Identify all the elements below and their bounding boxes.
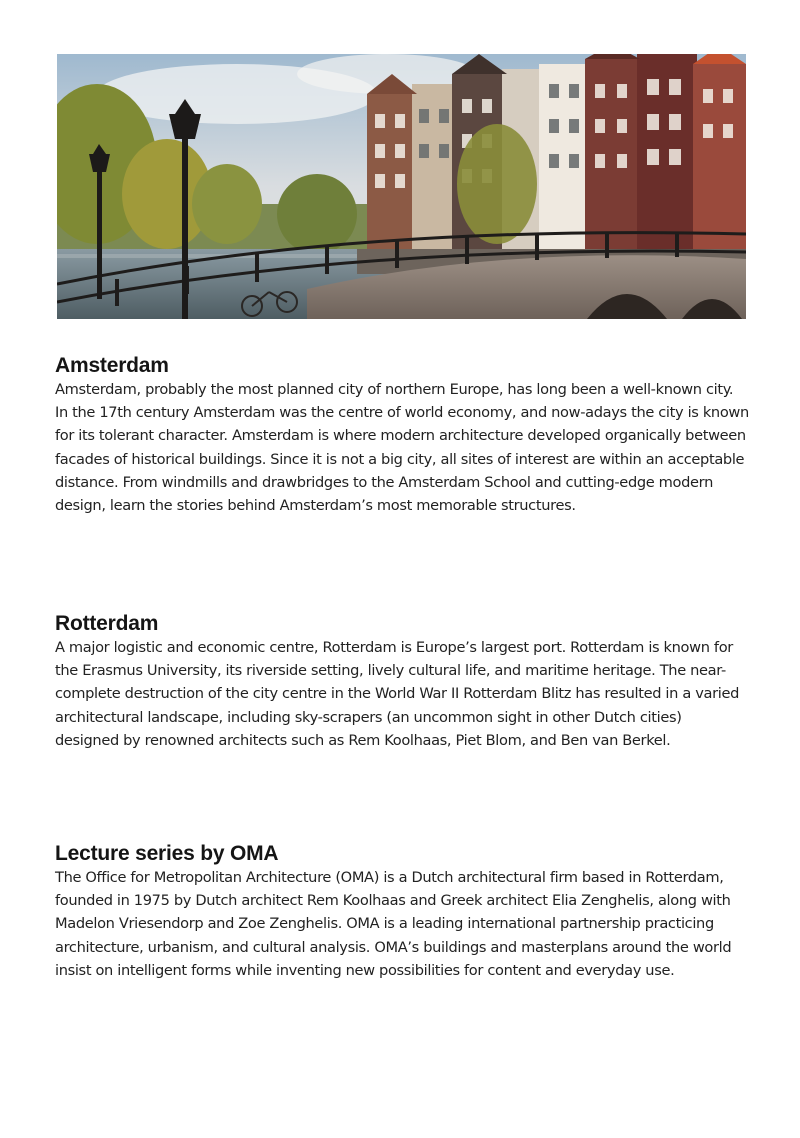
section-amsterdam	[55, 354, 749, 517]
section-title: Rotterdam	[55, 612, 159, 635]
section-oma-lecture-series	[55, 842, 749, 982]
section-title: Lecture series by OMA	[55, 842, 279, 865]
section-body: The Office for Metropolitan Architecture (OMA) is a Dutch architectural firm based in Rotterdam, founded in 1975 by Dutch architect Rem Koolhaas and Greek architect Elia Zenghelis, along with Madelon Vriesendorp and Zoe Zenghelis. OMA is a leading international partnership practicing architecture, urbanism, and cultural analysis. OMA’s buildings and masterplans around the world insist on intelligent forms while inventing new possibilities for content and everyday use.	[55, 869, 732, 979]
section-body: A major logistic and economic centre, Rotterdam is Europe’s largest port. Rotterdam is known for the Erasmus University, its riverside setting, lively cultural life, and maritime heritage. The near-complete destruction of the city centre in the World War II Rotterdam Blitz has resulted in a varied architectural landscape, including sky-scrapers (an uncommon sight in other Dutch cities) designed by renowned architects such as Rem Koolhaas, Piet Blom, and Ben van Berkel.	[55, 639, 739, 749]
section-body: Amsterdam, probably the most planned city of northern Europe, has long been a well-known city. In the 17th century Amsterdam was the centre of world economy, and now-adays the city is known for its tolerant character. Amsterdam is where modern architecture developed organically between facades of historical buildings. Since it is not a big city, all sites of interest are within an acceptable distance. From windmills and drawbridges to the Amsterdam School and cutting-edge modern design, learn the stories behind Amsterdam’s most memorable structures.	[55, 381, 749, 515]
section-title: Amsterdam	[55, 354, 169, 377]
amsterdam-canal-photo	[57, 54, 746, 319]
section-rotterdam	[55, 612, 749, 752]
